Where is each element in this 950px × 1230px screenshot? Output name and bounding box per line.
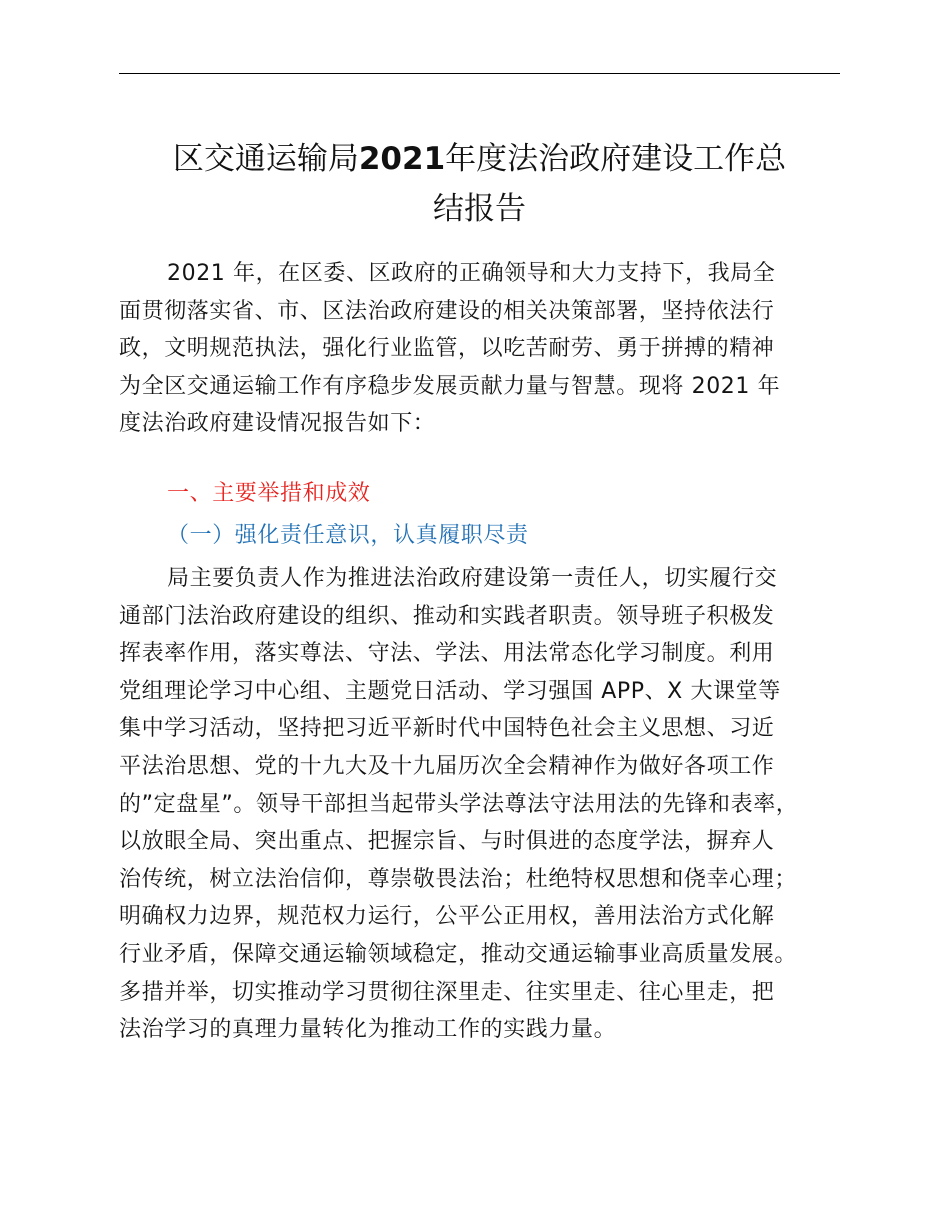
intro-line: 2021 年，在区委、区政府的正确领导和大力支持下，我局全 <box>167 261 776 286</box>
intro-line: 面贯彻落实省、市、区法治政府建设的相关决策部署，坚持依法行 <box>119 298 775 324</box>
intro-line: 度法治政府建设情况报告如下： <box>119 411 436 437</box>
title-line-2: 结报告 <box>433 191 526 227</box>
paragraph-line: 的”定盘星”。领导干部担当起带头学法尊法守法用法的先锋和表率， <box>119 791 799 817</box>
paragraph-line: 明确权力边界，规范权力运行，公平公正用权，善用法治方式化解 <box>119 904 775 930</box>
subsection-heading: （一）强化责任意识，认真履职尽责 <box>167 523 529 548</box>
intro-line: 政，文明规范执法，强化行业监管，以吃苦耐劳、勇于拼搏的精神 <box>119 336 775 362</box>
paragraph-line: 党组理论学习中心组、主题党日活动、学习强国 APP、X 大课堂等 <box>119 678 781 704</box>
paragraph-line: 以放眼全局、突出重点、把握宗旨、与时俱进的态度学法，摒弃人 <box>119 829 775 855</box>
section-heading: 一、主要举措和成效 <box>167 481 371 506</box>
paragraph-line: 法治学习的真理力量转化为推动工作的实践力量。 <box>119 1017 617 1043</box>
title-prefix: 区交通运输局 <box>172 141 359 177</box>
title-line-1 <box>119 134 840 184</box>
paragraph-line: 多措并举，切实推动学习贯彻往深里走、往实里走、往心里走，把 <box>119 979 775 1005</box>
title-suffix: 年度法治政府建设工作总 <box>445 141 787 177</box>
paragraph-line: 行业矛盾，保障交通运输领域稳定，推动交通运输事业高质量发展。 <box>119 941 798 967</box>
paragraph-line: 通部门法治政府建设的组织、推动和实践者职责。领导班子积极发 <box>119 603 775 629</box>
paragraph-line: 集中学习活动，坚持把习近平新时代中国特色社会主义思想、习近 <box>119 716 775 742</box>
paragraph-line: 局主要负责人作为推进法治政府建设第一责任人，切实履行交 <box>167 566 778 591</box>
paragraph-line: 治传统，树立法治信仰，尊崇敬畏法治；杜绝特权思想和侥幸心理； <box>119 866 798 892</box>
intro-paragraph <box>119 255 849 443</box>
document-title <box>119 134 840 234</box>
header-rule <box>119 73 840 74</box>
title-year: 2021 <box>358 141 446 177</box>
paragraph-line: 平法治思想、党的十九大及十九届历次全会精神作为做好各项工作 <box>119 753 775 779</box>
paragraph-line: 挥表率作用，落实尊法、守法、学法、用法常态化学习制度。利用 <box>119 641 775 667</box>
body-paragraph <box>119 560 849 1049</box>
intro-line: 为全区交通运输工作有序稳步发展贡献力量与智慧。现将 2021 年 <box>119 373 781 399</box>
